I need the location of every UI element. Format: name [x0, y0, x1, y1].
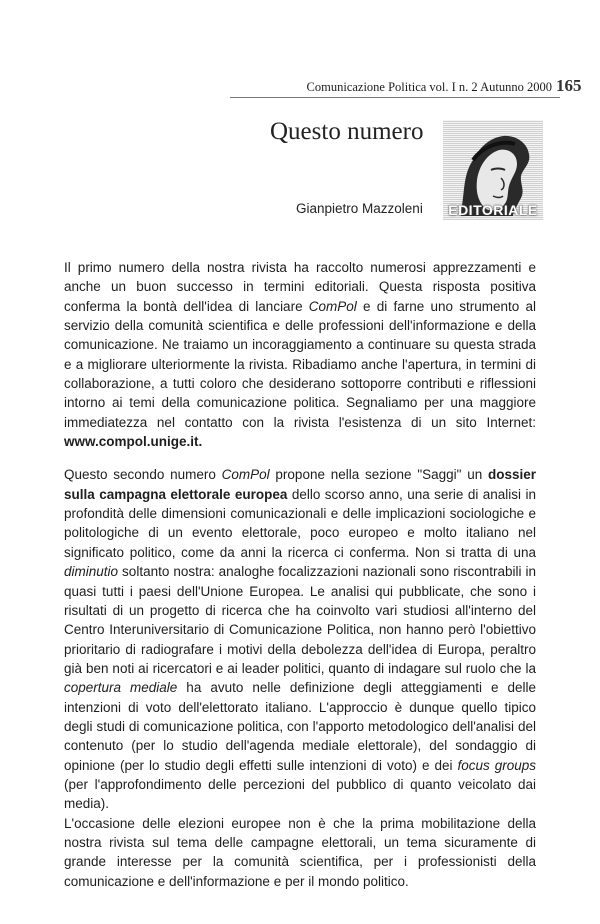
text-run: e di farne uno strumento al servizio della comunità scientifica e delle professioni dell'informazione e della comunicazione. Ne traiamo un incoraggiamento a continuare su questa strada e a migliorare ulteriormente la rivista. Ribadiamo anche l'apertura, in termini di collaborazione, a tutti coloro che desiderano sottoporre contributi e riflessioni intorno ai temi della comunicazione politica. Segnaliamo per una maggiore immediatezza nel contatto con la rivista l'esistenza di un sito Internet:: [64, 298, 536, 430]
paragraph-1: [64, 258, 536, 451]
text-run: ha avuto nelle definizione degli atteggiamenti e delle intenzioni di voto dell'elettorato italiano. L'approccio è dunque quello tipico degli studi di comunicazione politica, con l'apporto metodologico dell'analisi del contenuto (per lo studio dell'agenda mediale elettorale), del sondaggio di opinione (per lo studio degli effetti sulle intenzioni di voto) e dei: [64, 680, 536, 773]
text-italic: ComPol: [308, 298, 357, 314]
text-bold: dossier sulla campagna elettorale europea: [64, 467, 537, 502]
text-run: Il primo numero della nostra rivista ha raccolto numerosi apprezzamenti e anche un buon successo in termini editoriali. Questa risposta positiva conferma la bontà dell'idea di lanciare: [64, 260, 536, 314]
logo-text: EDITORIALE: [448, 202, 538, 218]
text-run: Questo secondo numero: [64, 467, 222, 483]
text-italic: copertura mediale: [64, 680, 178, 696]
text-italic: focus groups: [457, 757, 536, 773]
text-run: L'occasione delle elezioni europee non è che la prima mobilitazione della nostra rivista sul tema delle campagne elettorali, un tema sicuramente di grande interesse per la comunità scientifica, per i professionisti della comunicazione e dell'informazione e per il mondo politico.: [64, 815, 536, 889]
paragraph-2: [64, 465, 536, 891]
article-author: Gianpietro Mazzoleni: [296, 201, 423, 216]
text-run: propone nella sezione "Saggi" un: [269, 467, 488, 483]
text-run: soltanto nostra: analoghe focalizzazioni nazionali sono riscontrabili in quasi tutti i paesi dell'Unione Europea. Le analisi qui pubblicate, che sono i risultati di un progetto di ricerca che ha coinvolto vari studiosi all'interno del Centro Interuniversitario di Comunicazione Politica, non hanno però l'obiettivo prioritario di radiografare i motivi della debolezza dell'idea di Europa, peraltro già ben noti ai ricercatori e ai leader politici, quanto di indagare sul ruolo che la: [64, 564, 536, 676]
running-title: Comunicazione Politica vol. I n. 2 Autunno 2000: [306, 80, 552, 94]
text-italic: diminutio: [64, 564, 119, 580]
text-run: (per l'approfondimento delle percezioni del pubblico di quanto veicolato dai media).: [64, 776, 536, 812]
article-body: [64, 258, 536, 905]
text-run: dello scorso anno, una serie di analisi in profondità delle dimensioni comunicazionali e delle implicazioni sociologiche e politologiche di un evento elettorale, poco europeo e molto italiano nel significato politico, come da anni la ricerca ci conferma. Non si tratta di una: [64, 486, 536, 560]
page-number: 165: [556, 76, 582, 95]
website-link-text: www.compol.unige.it.: [64, 434, 203, 450]
text-italic: ComPol: [221, 467, 270, 483]
editoriale-logo: [443, 120, 543, 220]
running-header: [230, 80, 560, 98]
article-title: Questo numero: [270, 118, 424, 145]
